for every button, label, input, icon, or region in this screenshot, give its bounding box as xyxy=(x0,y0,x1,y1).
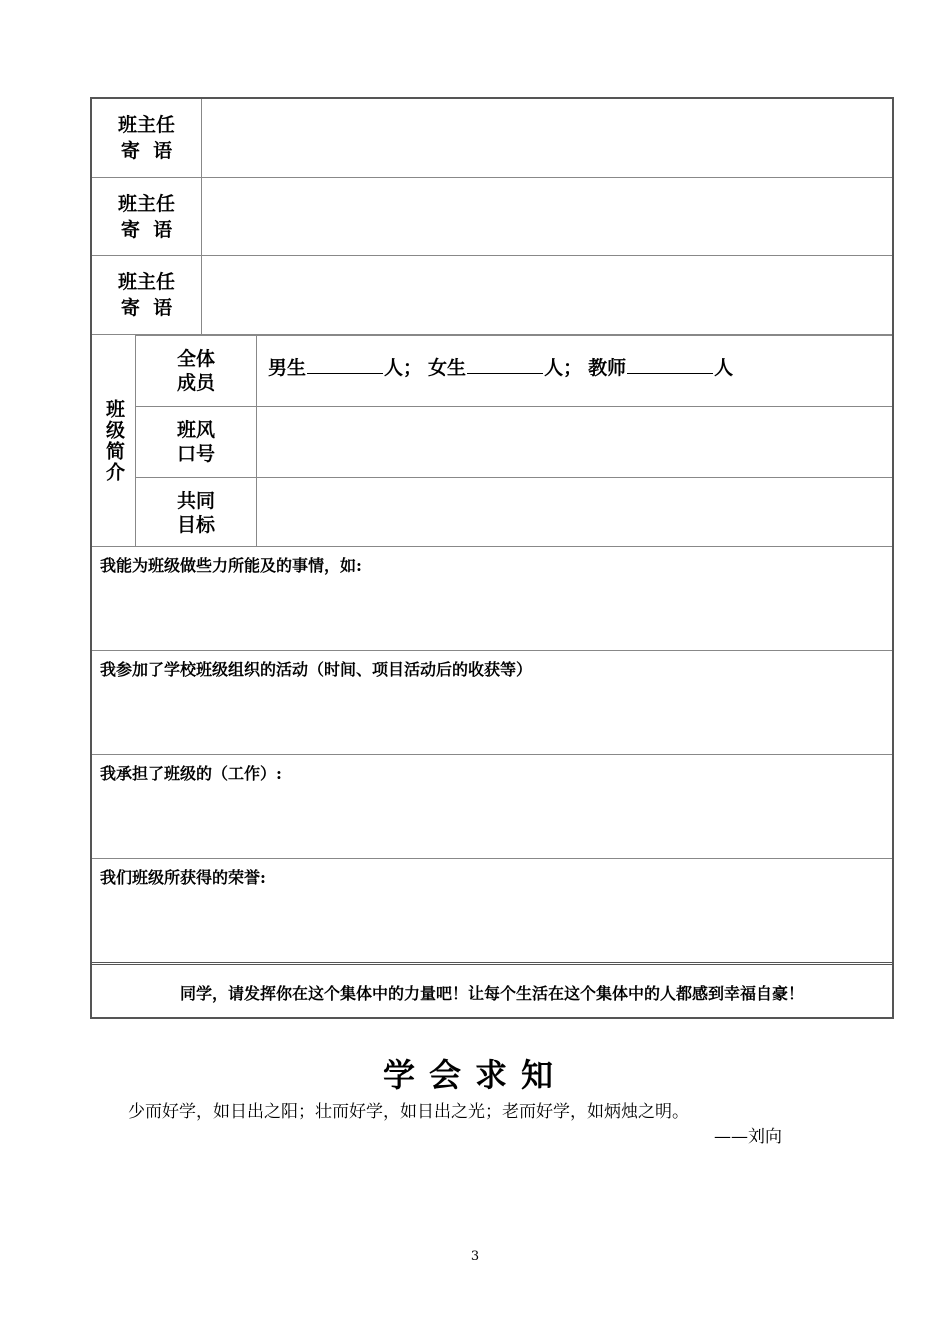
teacher-label: 教师 xyxy=(588,357,627,379)
male-count-blank[interactable] xyxy=(307,355,383,374)
activities-prompt: 我参加了学校班级组织的活动（时间、项目活动后的收获等） xyxy=(100,660,533,679)
teacher-message-field[interactable] xyxy=(202,99,892,177)
female-count-blank[interactable] xyxy=(467,355,543,374)
teacher-message-field[interactable] xyxy=(202,256,892,334)
teacher-count-blank[interactable] xyxy=(627,355,713,374)
members-label-line2: 成员 xyxy=(176,372,215,394)
label-line1: 班主任 xyxy=(117,271,175,293)
quote-text: 少而好学，如日出之阳；壮而好学，如日出之光；老而好学，如炳烛之明。 xyxy=(128,1102,689,1122)
section-heading: 学会求知 xyxy=(382,1056,567,1094)
teacher-message-field[interactable] xyxy=(202,178,892,255)
teacher-message-row xyxy=(92,255,892,334)
separator: ； xyxy=(563,357,583,379)
motto-label-line1: 班风 xyxy=(176,419,215,441)
female-label: 女生 xyxy=(428,357,467,379)
class-record-form xyxy=(90,97,894,1019)
male-label: 男生 xyxy=(268,357,307,379)
class-intro-section xyxy=(92,334,892,546)
teacher-message-row xyxy=(92,177,892,255)
members-label xyxy=(136,336,257,406)
goal-label xyxy=(136,478,257,547)
unit-label: 人 xyxy=(714,357,734,379)
contribution-row[interactable] xyxy=(92,546,892,650)
separator: ； xyxy=(403,357,423,379)
encouragement-footer xyxy=(92,962,892,1019)
quote-author: ——刘向 xyxy=(714,1127,782,1147)
goal-row xyxy=(136,477,892,547)
duties-row[interactable] xyxy=(92,754,892,858)
class-intro-label xyxy=(92,335,136,546)
members-label-line1: 全体 xyxy=(176,348,215,370)
motto-row xyxy=(136,406,892,477)
page-number: 3 xyxy=(470,1249,480,1264)
class-intro-label-text: 班级简介 xyxy=(103,398,125,483)
label-line2: 寄 语 xyxy=(120,140,173,162)
honors-row[interactable] xyxy=(92,858,892,962)
motto-label xyxy=(136,407,257,477)
honors-prompt: 我们班级所获得的荣誉: xyxy=(100,868,266,887)
motto-field[interactable] xyxy=(257,407,892,477)
unit-label: 人 xyxy=(384,357,404,379)
teacher-message-label xyxy=(92,178,202,255)
label-line1: 班主任 xyxy=(117,192,175,215)
activities-row[interactable] xyxy=(92,650,892,754)
label-line2: 寄 语 xyxy=(120,218,173,241)
teacher-message-row xyxy=(92,99,892,177)
members-counts xyxy=(268,353,733,380)
goal-label-line2: 目标 xyxy=(176,513,215,536)
contribution-prompt: 我能为班级做些力所能及的事情，如: xyxy=(100,556,362,575)
goal-label-line1: 共同 xyxy=(176,489,215,512)
teacher-message-label xyxy=(92,256,202,334)
motto-label-line2: 口号 xyxy=(176,443,215,465)
label-line1: 班主任 xyxy=(117,114,175,136)
teacher-message-label xyxy=(92,99,202,177)
duties-prompt: 我承担了班级的（工作）: xyxy=(100,764,282,783)
goal-field[interactable] xyxy=(257,478,892,547)
unit-label: 人 xyxy=(544,357,564,379)
label-line2: 寄 语 xyxy=(120,297,173,319)
encouragement-text: 同学，请发挥你在这个集体中的力量吧！让每个生活在这个集体中的人都感到幸福自豪！ xyxy=(179,983,804,1003)
